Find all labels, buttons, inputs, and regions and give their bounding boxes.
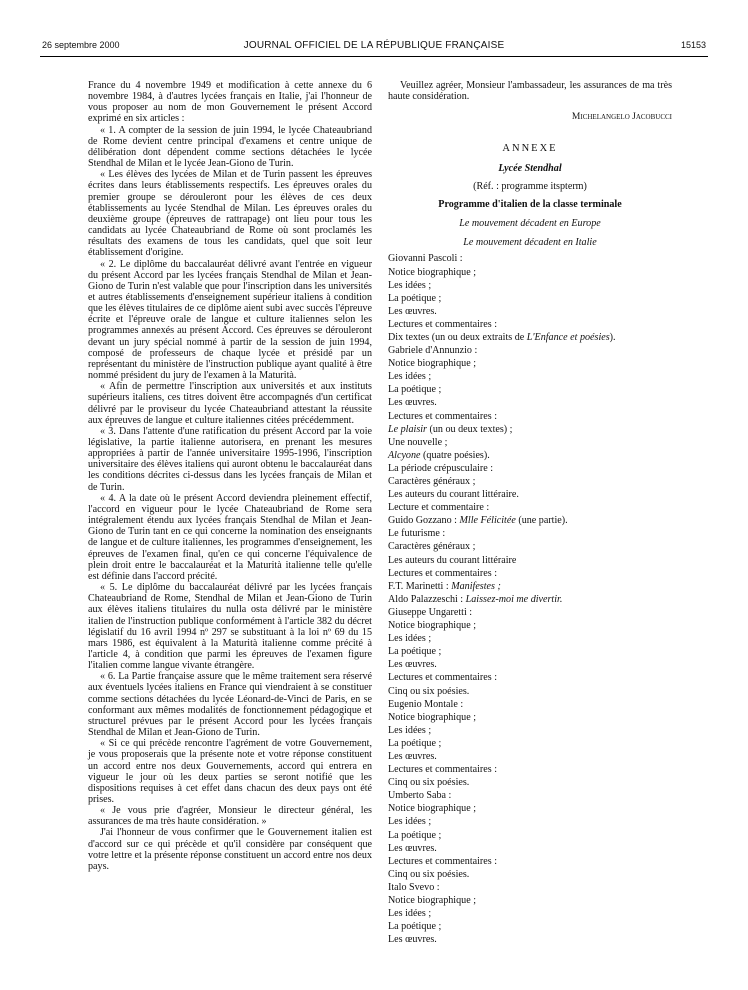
list-item: La poétique ; [388, 737, 442, 749]
list-item: Les œuvres. [388, 305, 437, 317]
list-item [388, 593, 672, 606]
paragraph: France du 4 novembre 1949 et modification à cette annexe du 6 novembre 1984, à d'autres lycées français en Italie, j'ai l'honneur de vous proposer au nom de mon Gouvernement le présent Accord exprimé en six articles : [88, 80, 372, 125]
paragraph: « 2. Le diplôme du baccalauréat délivré avant l'entrée en vigueur du présent Accord par les lycées français Stendhal de Milan et Jean-Giono de Turin n'est valable que pour l'inscription dans les universités et autres établissements d'enseignement supérieur italiens à condition que les élèves titulaires de ce diplôme aient subi avec succès l'épreuve écrite et l'épreuve orale de langue et culture italiennes selon les programmes annexés au présent Accord. Ces épreuves se dérouleront devant un jury spécial nommé à partir de la session de juin 1994, composé de professeurs de chaque lycée et présidé par un représentant du ministère de l'instruction publique ayant qualité à être nommé président du jury de l'examen à la Maturità. [88, 258, 372, 382]
right-column [388, 80, 672, 946]
work-title: Manifestes ; [451, 580, 501, 592]
header-title: JOURNAL OFFICIEL DE LA RÉPUBLIQUE FRANÇAISE [243, 40, 505, 51]
program-list [388, 252, 672, 946]
list-item-text: Dix textes (un ou deux extraits de [388, 331, 527, 343]
list-item: Giuseppe Ungaretti : [388, 606, 473, 618]
work-title: L'Enfance et poésies [526, 331, 610, 343]
list-item: Les œuvres. [388, 842, 437, 854]
list-item: Les œuvres. [388, 934, 437, 946]
program-reference: (Réf. : programme itspterm) [473, 180, 587, 192]
list-item: Caractères généraux ; [388, 541, 476, 553]
work-title: Mlle Félicitée [459, 515, 516, 527]
list-item: Lectures et commentaires : [388, 567, 498, 579]
paragraph: « Je vous prie d'agréer, Monsieur le directeur général, les assurances de ma très haute considération. » [88, 805, 372, 828]
work-title: Laissez-moi me divertir. [465, 593, 563, 605]
list-item: Les idées ; [388, 908, 432, 920]
paragraph: J'ai l'honneur de vous confirmer que le Gouvernement italien est d'accord sur ce qui précède et qu'il considère par conséquent que votre lettre et la présente réponse constituent un accord entre nos deux pays. [88, 827, 372, 872]
paragraph: « Si ce qui précède rencontre l'agrément de votre Gouvernement, je vous proposerais que la présente note et votre réponse constituent un accord entre nos deux Gouvernements, accord qui entrera en vigueur le jour où les deux parties se seront notifié que les dispositions requises à cet effet dans chacun des deux pays ont été prises. [88, 738, 372, 805]
list-item: Notice biographique ; [388, 266, 477, 278]
list-item: La poétique ; [388, 292, 442, 304]
list-item-text: (une partie). [515, 515, 568, 527]
section-theme: Le mouvement décadent en Italie [463, 237, 597, 249]
list-item: Caractères généraux ; [388, 476, 476, 487]
header-page-number: 15153 [680, 40, 706, 50]
list-item [388, 423, 672, 436]
list-item: Lecture et commentaire : [388, 502, 490, 514]
list-item: Les idées ; [388, 633, 432, 645]
program-title: Programme d'italien de la classe terminale [438, 198, 622, 210]
list-item: Notice biographique ; [388, 895, 477, 906]
list-item: Les œuvres. [388, 397, 437, 409]
list-item-text: ). [609, 331, 616, 343]
list-item: Les idées ; [388, 724, 432, 736]
left-column [88, 80, 372, 872]
list-item: Les idées ; [388, 816, 432, 828]
list-item [388, 514, 672, 527]
header-rule [40, 56, 708, 57]
list-item-text: (un ou deux textes) ; [426, 423, 513, 435]
list-item: Lectures et commentaires : [388, 410, 498, 422]
list-item: Lectures et commentaires : [388, 764, 498, 776]
list-item: Les œuvres. [388, 659, 437, 671]
work-title: Alcyone [388, 449, 421, 461]
list-item: La poétique ; [388, 384, 442, 396]
section-theme: Le mouvement décadent en Europe [459, 218, 601, 230]
list-item: Notice biographique ; [388, 620, 477, 632]
list-item [388, 580, 672, 593]
list-item: Notice biographique ; [388, 358, 477, 370]
list-item: Cinq ou six poésies. [388, 777, 470, 789]
list-item: Italo Svevo : [388, 881, 440, 893]
list-item: Les idées ; [388, 279, 432, 291]
list-item: Cinq ou six poésies. [388, 868, 470, 880]
list-item-text: F.T. Marinetti : [388, 580, 452, 592]
list-item: Lectures et commentaires : [388, 855, 498, 867]
list-item [388, 331, 672, 344]
list-item: Les idées ; [388, 371, 432, 383]
signature: Michelangelo Jacobucci [571, 112, 672, 123]
paragraph: « 3. Dans l'attente d'une ratification du présent Accord par la voie législative, la partie italienne autorisera, en prenant les mesures appropriées à partir de l'année universitaire 1995-1996, l'inscription universitaire des élèves italiens qui auront obtenu le baccalauréat dans les conditions décrites ci-dessus dans les lycées français de Milan et de Turin. [88, 425, 372, 493]
list-item-text: (quatre poésies). [420, 449, 490, 461]
work-title: Le plaisir [388, 423, 427, 435]
list-item: Lectures et commentaires : [388, 672, 498, 684]
list-item: Le futurisme : [388, 528, 446, 540]
paragraph: « 6. La Partie française assure que le même traitement sera réservé aux éventuels lycées italiens en France qui viendraient à se constituer comme sections détachées du lycée Léonard-de-Vinci de Paris, en se conformant aux mêmes modalités de fonctionnement pédagogique et structurel prévues par le présent Accord pour les lycées français Stendhal de Milan et Jean-Giono de Turin. [88, 671, 372, 739]
closing-formula: Veuillez agréer, Monsieur l'ambassadeur, les assurances de ma très haute considération. [388, 80, 672, 103]
list-item: Les œuvres. [388, 750, 437, 762]
list-item: La poétique ; [388, 921, 442, 933]
list-item: Umberto Saba : [388, 790, 452, 802]
paragraph: « Afin de permettre l'inscription aux universités et aux instituts supérieurs italiens, ces titres doivent être accompagnés d'un certificat délivré par le proviseur du lycée Chateaubriand attestant la réussite aux épreuves de langue et culture italiennes citées précédemment. [88, 381, 372, 426]
paragraph: « 5. Le diplôme du baccalauréat délivré par les lycées français Chateaubriand de Rome, Stendhal de Milan et Jean-Giono de Turin aux élèves italiens titulaires du nulla osta délivré par le ministère italien de l'instruction publique conformément à l'article 382 du décret législatif du 16 avril 1994 nº 297 se substituant à la loi nº 69 du 15 mars 1986, est équivalent à la Maturità italienne comme précité à l'article 4, à condition que parmi les épreuves de l'examen figure l'italien comme langue vivante étrangère. [88, 582, 372, 672]
list-item: La poétique ; [388, 829, 442, 841]
list-item: Notice biographique ; [388, 711, 477, 723]
list-item: Une nouvelle ; [388, 436, 448, 448]
list-item: Eugenio Montale : [388, 698, 464, 710]
paragraph: « 1. A compter de la session de juin 1994, le lycée Chateaubriand de Rome devient centre principal d'examens et centre unique de délibération dont dépendent comme sections détachées le lycée Stendhal de Milan et le lycée Jean-Giono de Turin. [88, 124, 372, 170]
paragraph: « Les élèves des lycées de Milan et de Turin passent les épreuves écrites dans leurs établissements respectifs. Les épreuves orales du premier groupe se dérouleront pour les élèves de ces deux établissements au lycée Stendhal de Milan. Les épreuves orales du deuxième groupe (épreuves de rattrapage) ont lieu pour tous les candidats au lycée Chateaubriand de Rome où sont proclamés les résultats des examens de tous les candidats, quel que soit leur établissement d'origine. [88, 169, 372, 259]
list-item: Giovanni Pascoli : [388, 253, 463, 265]
list-item: Gabriele d'Annunzio : [388, 345, 478, 357]
annexe-title: ANNEXE [502, 143, 558, 155]
list-item: Cinq ou six poésies. [388, 685, 470, 697]
list-item: Lectures et commentaires : [388, 318, 498, 330]
list-item [388, 449, 672, 462]
list-item-text: Guido Gozzano : [388, 515, 460, 527]
list-item: Les auteurs du courant littéraire. [388, 489, 519, 501]
school-name: Lycée Stendhal [498, 162, 562, 174]
list-item: Les auteurs du courant littéraire [388, 554, 517, 566]
list-item: Notice biographique ; [388, 803, 477, 815]
list-item-text: Aldo Palazzeschi : [388, 593, 466, 605]
page-header [42, 40, 706, 56]
list-item: La période crépusculaire : [388, 462, 494, 474]
header-date: 26 septembre 2000 [42, 40, 120, 50]
paragraph: « 4. A la date où le présent Accord deviendra pleinement effectif, l'accord en vigueur pour le lycée Chateaubriand de Rome sera intégralement étendu aux lycées français Stendhal de Milan et Jean-Giono de Turin tant en ce qui concerne la nomination des enseignants de langue et de culture italiennes, les programmes d'enseignement, les épreuves de l'examen final, qu'en ce qui concerne l'équivalence de plein droit entre le baccalauréat et la Maturità italienne telle qu'elle est définie dans l'accord précité. [88, 492, 372, 582]
list-item: La poétique ; [388, 646, 442, 658]
